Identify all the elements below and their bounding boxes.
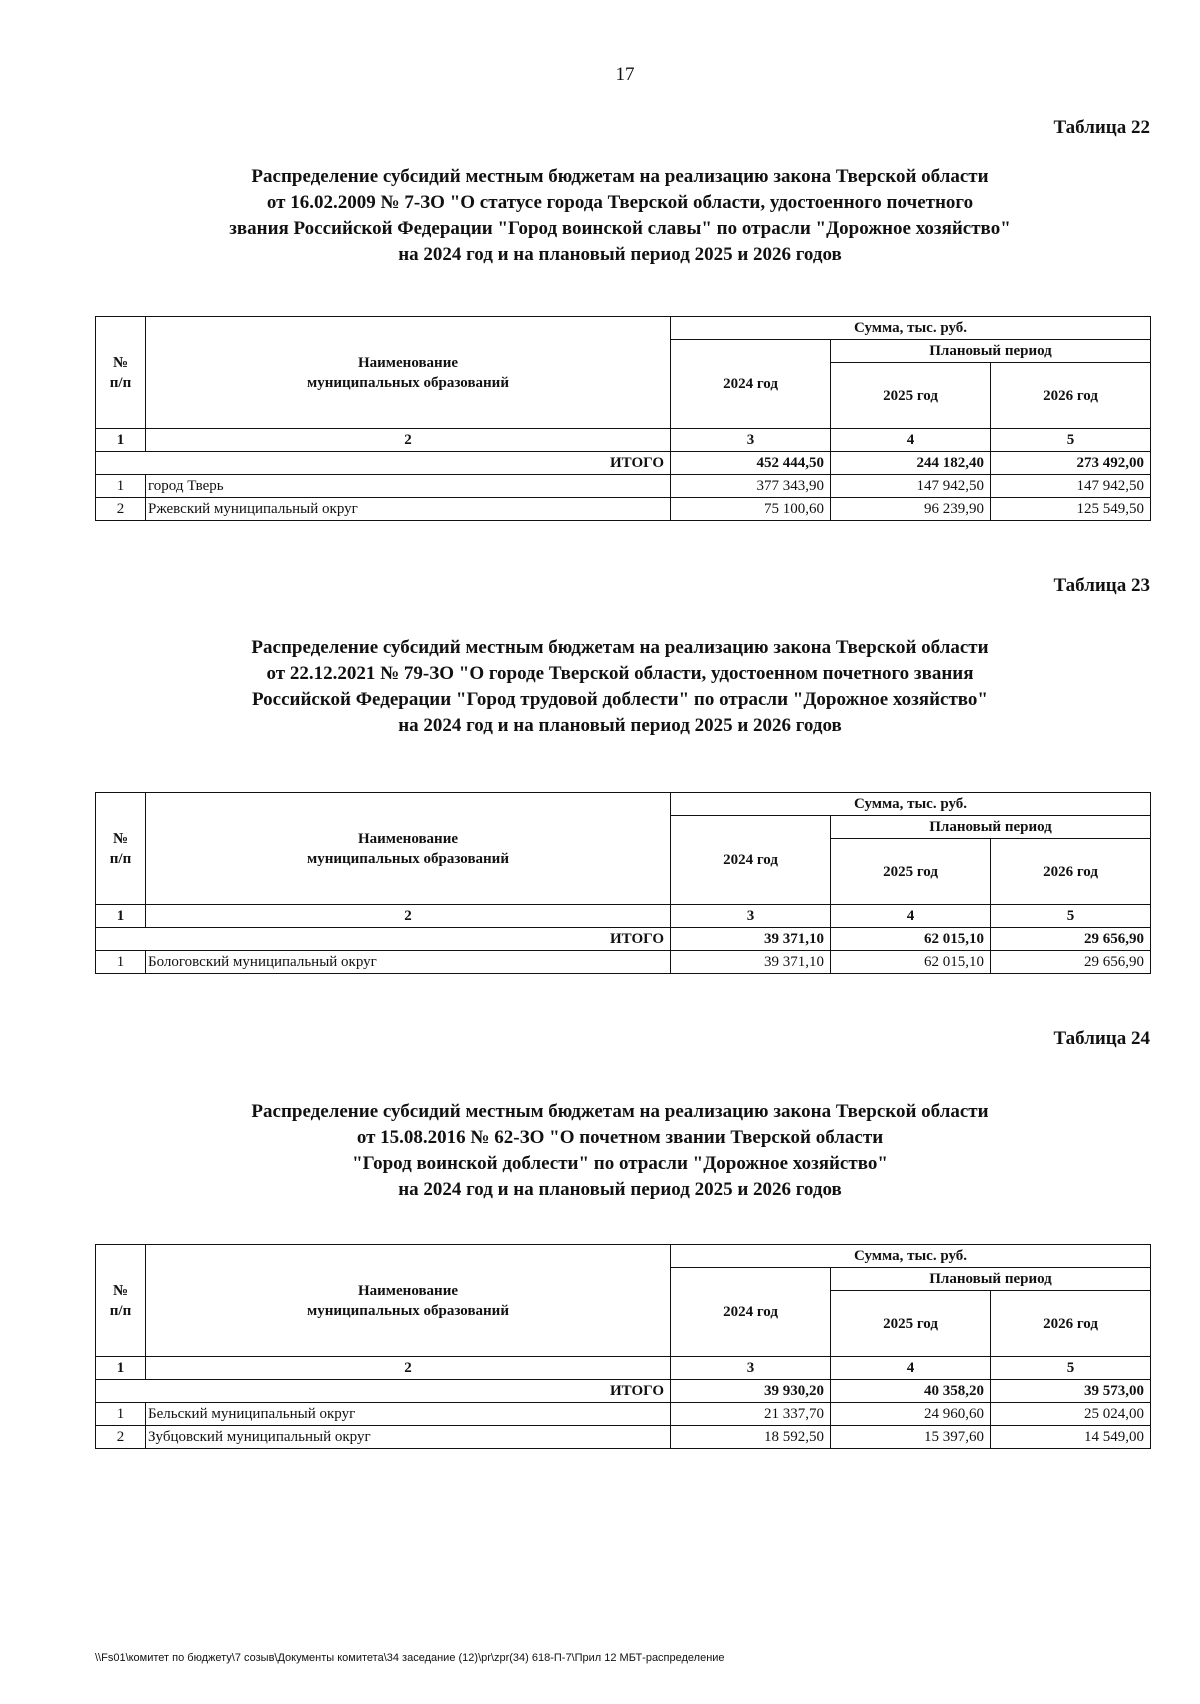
header-plan: Плановый период bbox=[831, 1268, 1151, 1291]
total-2026: 273 492,00 bbox=[991, 452, 1151, 475]
total-2024: 39 930,20 bbox=[671, 1380, 831, 1403]
table-row bbox=[96, 475, 1151, 498]
table-24 bbox=[95, 1244, 1151, 1449]
title-line: на 2024 год и на плановый период 2025 и 2026 годов bbox=[398, 244, 842, 265]
header-num: № п/п bbox=[96, 793, 146, 905]
title-line: от 15.08.2016 № 62-ЗО "О почетном звании Тверской области bbox=[356, 1127, 884, 1148]
table-row bbox=[96, 1426, 1151, 1449]
table-23-title bbox=[180, 635, 1060, 739]
total-2024: 452 444,50 bbox=[671, 452, 831, 475]
total-row bbox=[96, 452, 1151, 475]
col-number: 1 bbox=[96, 1357, 146, 1380]
table-24-label: Таблица 24 bbox=[1053, 1028, 1150, 1049]
total-row bbox=[96, 1380, 1151, 1403]
title-line: Российской Федерации "Город трудовой доблести" по отрасли "Дорожное хозяйство" bbox=[252, 689, 988, 710]
total-2024: 39 371,10 bbox=[671, 928, 831, 951]
title-line: Распределение субсидий местным бюджетам на реализацию закона Тверской области bbox=[251, 1101, 989, 1122]
row-2024: 21 337,70 bbox=[671, 1403, 831, 1426]
header-2026: 2026 год bbox=[991, 1291, 1151, 1357]
header-name: Наименование муниципальных образований bbox=[146, 1245, 671, 1357]
row-2026: 125 549,50 bbox=[991, 498, 1151, 521]
row-2025: 147 942,50 bbox=[831, 475, 991, 498]
row-num: 1 bbox=[96, 1403, 146, 1426]
title-line: Распределение субсидий местным бюджетам на реализацию закона Тверской области bbox=[251, 637, 989, 658]
col-number: 4 bbox=[831, 905, 991, 928]
title-line: на 2024 год и на плановый период 2025 и 2026 годов bbox=[398, 1179, 842, 1200]
table-22-label: Таблица 22 bbox=[1053, 117, 1150, 138]
total-2025: 62 015,10 bbox=[831, 928, 991, 951]
total-2026: 39 573,00 bbox=[991, 1380, 1151, 1403]
col-number: 5 bbox=[991, 1357, 1151, 1380]
row-2025: 24 960,60 bbox=[831, 1403, 991, 1426]
header-2025: 2025 год bbox=[831, 363, 991, 429]
row-2026: 29 656,90 bbox=[991, 951, 1151, 974]
header-2024: 2024 год bbox=[671, 1268, 831, 1357]
total-row bbox=[96, 928, 1151, 951]
col-number: 3 bbox=[671, 905, 831, 928]
row-2025: 62 015,10 bbox=[831, 951, 991, 974]
row-2024: 75 100,60 bbox=[671, 498, 831, 521]
header-plan: Плановый период bbox=[831, 340, 1151, 363]
header-2024: 2024 год bbox=[671, 816, 831, 905]
col-number: 3 bbox=[671, 429, 831, 452]
header-name: Наименование муниципальных образований bbox=[146, 317, 671, 429]
header-2026: 2026 год bbox=[991, 363, 1151, 429]
table-row bbox=[96, 498, 1151, 521]
row-2024: 18 592,50 bbox=[671, 1426, 831, 1449]
row-2025: 15 397,60 bbox=[831, 1426, 991, 1449]
col-number: 2 bbox=[146, 905, 671, 928]
title-line: на 2024 год и на плановый период 2025 и 2026 годов bbox=[398, 715, 842, 736]
header-plan: Плановый период bbox=[831, 816, 1151, 839]
row-2026: 25 024,00 bbox=[991, 1403, 1151, 1426]
row-name: Зубцовский муниципальный округ bbox=[146, 1426, 671, 1449]
col-number: 2 bbox=[146, 429, 671, 452]
header-2025: 2025 год bbox=[831, 1291, 991, 1357]
col-number: 1 bbox=[96, 905, 146, 928]
col-number: 2 bbox=[146, 1357, 671, 1380]
total-label: ИТОГО bbox=[96, 928, 671, 951]
row-2024: 377 343,90 bbox=[671, 475, 831, 498]
row-num: 1 bbox=[96, 475, 146, 498]
col-number: 5 bbox=[991, 429, 1151, 452]
total-label: ИТОГО bbox=[96, 1380, 671, 1403]
table-23 bbox=[95, 792, 1151, 974]
row-name: Бологовский муниципальный округ bbox=[146, 951, 671, 974]
row-num: 2 bbox=[96, 498, 146, 521]
table-23-label: Таблица 23 bbox=[1053, 575, 1150, 596]
total-2025: 40 358,20 bbox=[831, 1380, 991, 1403]
title-line: от 22.12.2021 № 79-ЗО "О городе Тверской области, удостоенном почетного звания bbox=[266, 663, 974, 684]
table-22 bbox=[95, 316, 1151, 521]
header-2026: 2026 год bbox=[991, 839, 1151, 905]
col-number: 3 bbox=[671, 1357, 831, 1380]
row-name: город Тверь bbox=[146, 475, 671, 498]
table-24-title bbox=[180, 1099, 1060, 1203]
row-name: Бельский муниципальный округ bbox=[146, 1403, 671, 1426]
header-sum: Сумма, тыс. руб. bbox=[671, 317, 1151, 340]
header-num: № п/п bbox=[96, 317, 146, 429]
col-number: 4 bbox=[831, 1357, 991, 1380]
col-number: 5 bbox=[991, 905, 1151, 928]
row-name: Ржевский муниципальный округ bbox=[146, 498, 671, 521]
total-2026: 29 656,90 bbox=[991, 928, 1151, 951]
title-line: "Город воинской доблести" по отрасли "Дорожное хозяйство" bbox=[352, 1153, 888, 1174]
total-2025: 244 182,40 bbox=[831, 452, 991, 475]
row-num: 1 bbox=[96, 951, 146, 974]
title-line: Распределение субсидий местным бюджетам на реализацию закона Тверской области bbox=[251, 166, 989, 187]
footer-file-path: \\Fs01\комитет по бюджету\7 созыв\Документы комитета\34 заседание (12)\pr\zpr(34) 618-П-7\Прил 12 МБТ-распределение bbox=[95, 1652, 725, 1664]
header-2025: 2025 год bbox=[831, 839, 991, 905]
row-num: 2 bbox=[96, 1426, 146, 1449]
row-2026: 147 942,50 bbox=[991, 475, 1151, 498]
header-num: № п/п bbox=[96, 1245, 146, 1357]
row-2024: 39 371,10 bbox=[671, 951, 831, 974]
header-2024: 2024 год bbox=[671, 340, 831, 429]
table-row bbox=[96, 951, 1151, 974]
table-row bbox=[96, 1403, 1151, 1426]
page-number: 17 bbox=[615, 64, 635, 85]
col-number: 1 bbox=[96, 429, 146, 452]
header-sum: Сумма, тыс. руб. bbox=[671, 793, 1151, 816]
title-line: от 16.02.2009 № 7-ЗО "О статусе города Тверской области, удостоенного почетного bbox=[266, 192, 974, 213]
total-label: ИТОГО bbox=[96, 452, 671, 475]
row-2025: 96 239,90 bbox=[831, 498, 991, 521]
table-22-title bbox=[180, 164, 1060, 268]
title-line: звания Российской Федерации "Город воинской славы" по отрасли "Дорожное хозяйство" bbox=[229, 218, 1011, 239]
header-sum: Сумма, тыс. руб. bbox=[671, 1245, 1151, 1268]
header-name: Наименование муниципальных образований bbox=[146, 793, 671, 905]
row-2026: 14 549,00 bbox=[991, 1426, 1151, 1449]
col-number: 4 bbox=[831, 429, 991, 452]
